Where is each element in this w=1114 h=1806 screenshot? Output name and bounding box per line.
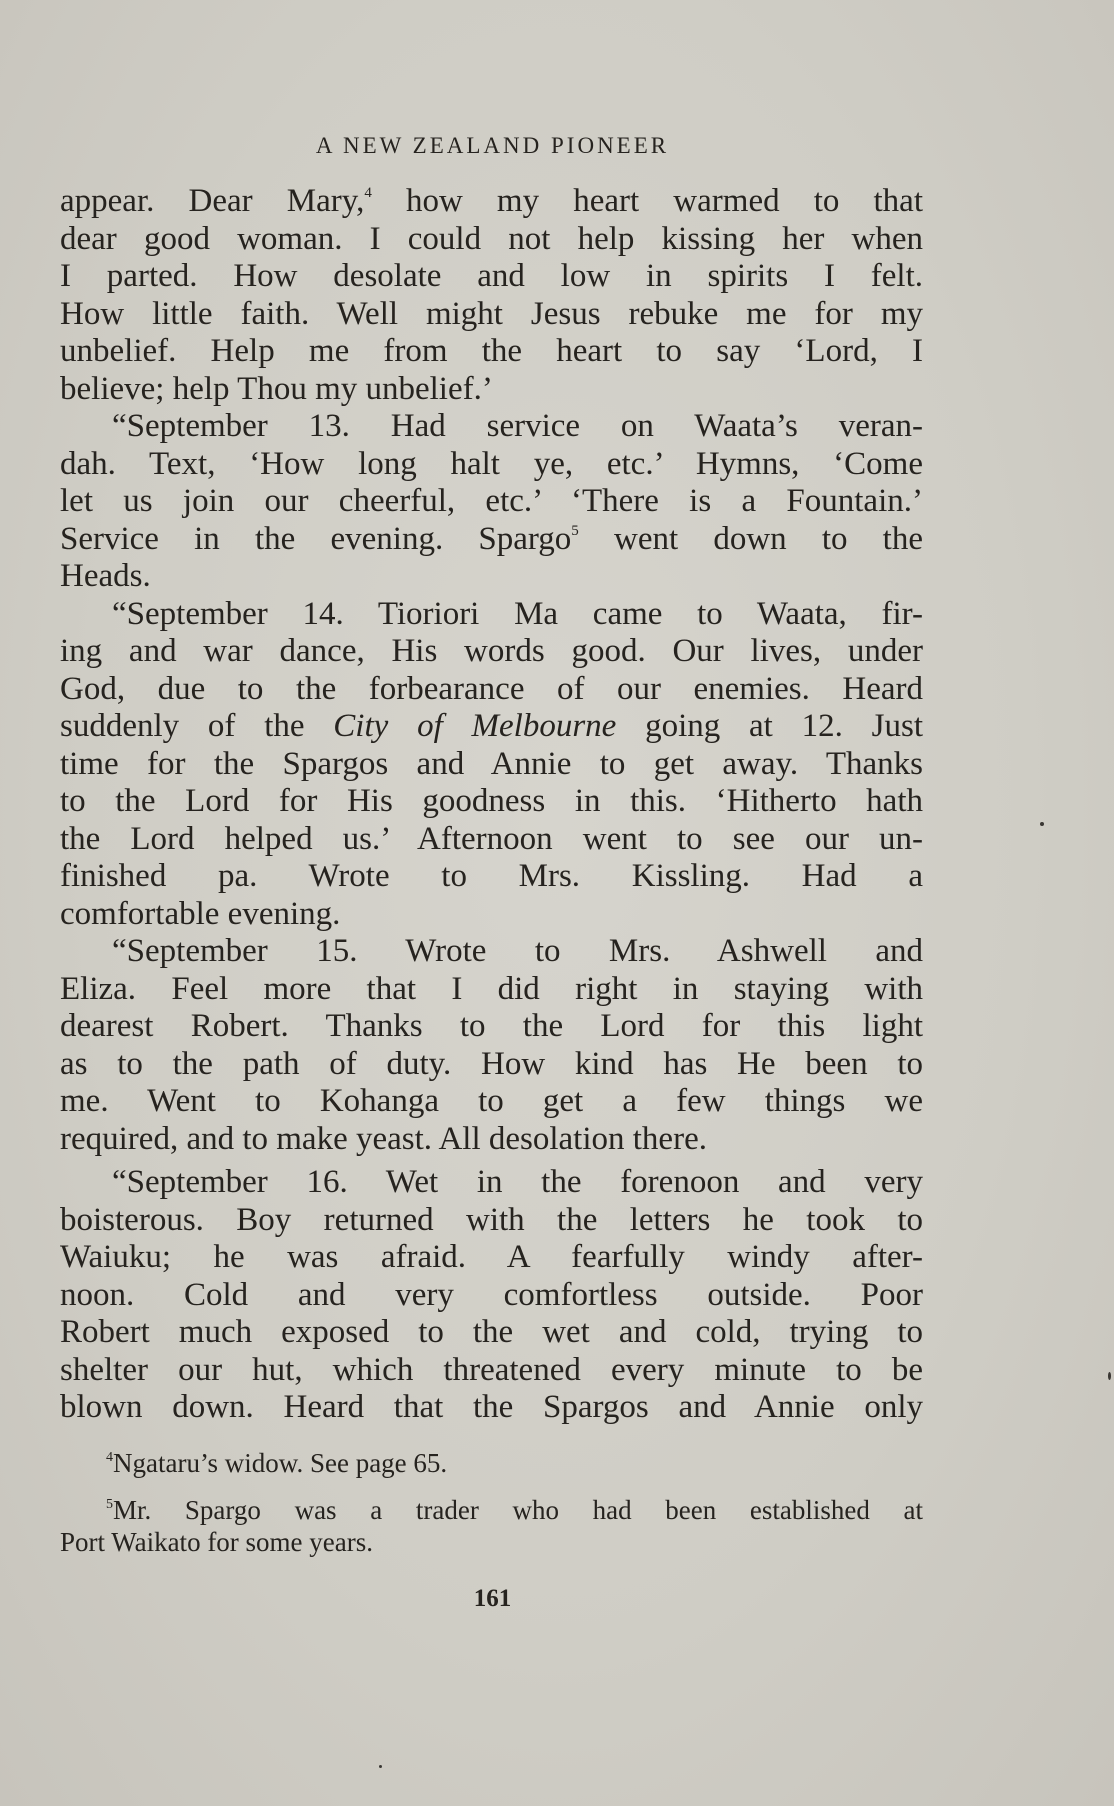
text-line: comfortable evening. (60, 895, 341, 932)
text-line: “September 14. Tioriori Ma came to Waata, fir- (112, 595, 923, 632)
text-line: dear good woman. I could not help kissing her when (60, 220, 923, 257)
text-line: me. Went to Kohanga to get a few things we (60, 1083, 923, 1119)
text-line: Waiuku; he was afraid. A fearfully windy after- (60, 1239, 923, 1275)
text-line: dearest Robert. Thanks to the Lord for this light (60, 1008, 923, 1044)
text-line: suddenly of the City of Melbourne going at 12. Just (60, 708, 923, 744)
text-line: to the Lord for His goodness in this. ‘Hitherto hath (60, 783, 923, 819)
text-line: let us join our cheerful, etc.’ ‘There is a Fountain.’ (60, 483, 923, 519)
footnote-line: $^5$Mr. Spargo was a trader who had been established at (106, 1495, 923, 1525)
paragraph-1 (60, 183, 923, 408)
text-line: “September 16. Wet in the forenoon and very (112, 1164, 923, 1200)
text-line: unbelief. Help me from the heart to say ‘Lord, I (60, 333, 923, 369)
footnote-gap (60, 1479, 923, 1494)
text-line: boisterous. Boy returned with the letters he took to (60, 1201, 923, 1238)
footnote-line: Port Waikato for some years. (60, 1527, 374, 1557)
paragraph-2 (60, 408, 923, 596)
paragraph-3 (60, 596, 923, 934)
text-line: time for the Spargos and Annie to get away. Thanks (60, 745, 923, 782)
text-line: Service in the evening. Spargo$^5$ went down to the (60, 520, 924, 557)
text-line: as to the path of duty. How kind has He been to (60, 1045, 923, 1082)
text-line: blown down. Heard that the Spargos and Annie only (60, 1389, 923, 1425)
text-line: Robert much exposed to the wet and cold, trying to (60, 1314, 923, 1350)
page-number: 161 (473, 1585, 512, 1612)
footnotes (60, 1447, 923, 1558)
running-head: A NEW ZEALAND PIONEER (315, 133, 670, 158)
text-line: dah. Text, ‘How long halt ye, etc.’ Hymns, ‘Come (60, 445, 923, 482)
paper-speck (1108, 1372, 1111, 1380)
text-line: appear. Dear Mary,$^4$ how my heart warmed to that (60, 183, 924, 219)
text-line: Heads. (60, 558, 151, 594)
text-line: I parted. How desolate and low in spirits I felt. (60, 258, 923, 294)
text-line: Eliza. Feel more that I did right in staying with (60, 970, 923, 1007)
paper-speck (1040, 822, 1044, 826)
text-line: “September 13. Had service on Waata’s veran- (112, 408, 923, 444)
text-line: believe; help Thou my unbelief.’ (60, 370, 493, 407)
text-line: ing and war dance, His words good. Our lives, under (60, 633, 923, 669)
footnote-ref-4[interactable]: 4 (364, 185, 372, 201)
footnote-ref-5[interactable]: 5 (571, 522, 579, 539)
text-line: “September 15. Wrote to Mrs. Ashwell and (112, 933, 923, 969)
text-line: shelter our hut, which threatened every minute to be (60, 1351, 923, 1388)
paragraph-5 (60, 1164, 923, 1427)
body-text (60, 183, 923, 1427)
paper-speck (379, 1765, 382, 1768)
text-line: required, and to make yeast. All desolation there. (60, 1120, 707, 1157)
text-line: the Lord helped us.’ Afternoon went to see our un- (60, 820, 923, 857)
text-line: How little faith. Well might Jesus rebuke me for my (60, 295, 923, 332)
text-line: God, due to the forbearance of our enemies. Heard (60, 670, 923, 707)
text-line: finished pa. Wrote to Mrs. Kissling. Had a (60, 858, 923, 894)
text-line: noon. Cold and very comfortless outside. Poor (60, 1276, 923, 1313)
footnote-5 (60, 1494, 923, 1558)
footnote-4 (60, 1447, 923, 1479)
ship-name: City of Melbourne (333, 708, 617, 744)
paragraph-4 (60, 933, 923, 1158)
footnote-line: $^4$Ngataru’s widow. See page 65. (106, 1448, 448, 1478)
footnote-marker: 5 (106, 1497, 113, 1512)
footnote-marker: 4 (106, 1450, 113, 1465)
